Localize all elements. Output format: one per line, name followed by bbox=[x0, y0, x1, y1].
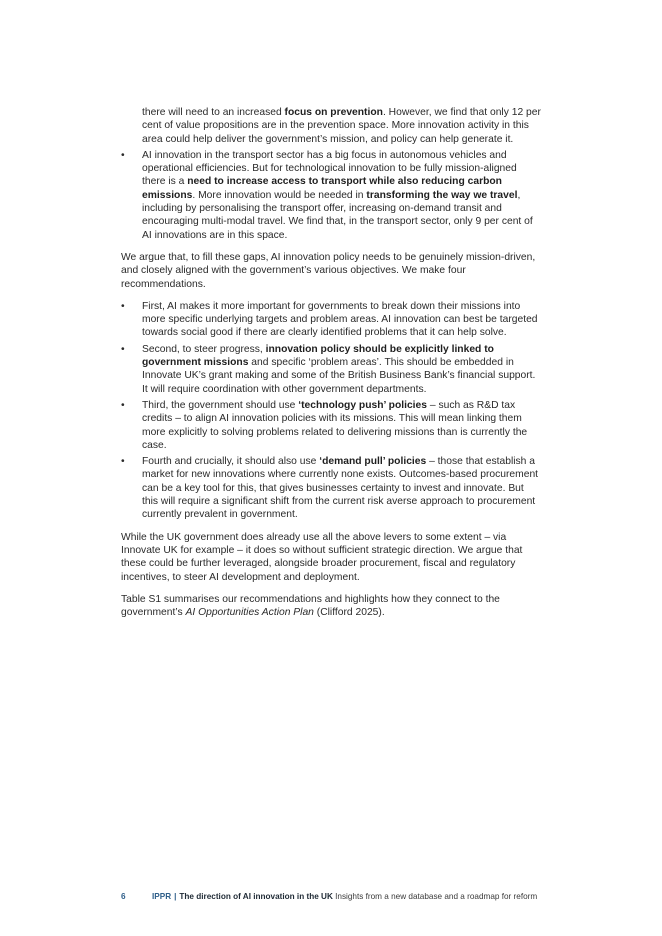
page-number: 6 bbox=[121, 892, 126, 901]
text-run: . However, we find that only 12 per cent of value propositions are in the prevention space. More innovation activity in this area could help deliver the government’s mission, and policy can help generate it. bbox=[142, 107, 541, 145]
text-run: – such as R&D tax credits – to align AI innovation policies with its missions. This will mean linking them more explicitly to solving problems related to delivering missions than is currently the case. bbox=[142, 399, 528, 451]
bold-phrase: transforming the way we travel bbox=[366, 189, 518, 201]
text-run: Second, to steer progress, bbox=[142, 343, 266, 355]
bold-phrase: innovation policy should be explicitly linked to government missions bbox=[142, 343, 494, 369]
footer-title: The direction of AI innovation in the UK bbox=[179, 892, 333, 901]
bullet-marker: • bbox=[121, 343, 125, 355]
bold-phrase: focus on prevention bbox=[284, 107, 383, 118]
bullet-marker: • bbox=[121, 456, 125, 468]
bullet-marker: • bbox=[121, 149, 125, 161]
text-run: there will need to an increased bbox=[142, 107, 285, 118]
list-item-third bbox=[121, 399, 541, 452]
text-run: (Clifford 2025). bbox=[313, 607, 385, 619]
bold-phrase: ‘demand pull’ policies bbox=[319, 456, 427, 468]
list-item-transport bbox=[121, 149, 541, 242]
recommendations-list bbox=[121, 300, 541, 522]
text-run: AI innovation in the transport sector has a big focus in autonomous vehicles and operational efficiencies. But for technological innovation to be fully mission-aligned there is a bbox=[142, 149, 517, 188]
paragraph-argue: We argue that, to fill these gaps, AI innovation policy needs to be genuinely mission-driven, and closely aligned with the government’s various objectives. We make four recommendations. bbox=[121, 251, 536, 290]
list-item-fourth bbox=[121, 455, 541, 521]
bullet-marker: • bbox=[121, 399, 125, 411]
text-run: , including by personalising the transport offer, increasing on-demand transit and encouraging multi-modal travel. We find that, in the transport sector, only 9 per cent of AI innovations are in this space. bbox=[142, 189, 533, 241]
body-content bbox=[121, 106, 541, 628]
bold-phrase: ‘technology push’ policies bbox=[298, 399, 427, 411]
text-run: Table S1 summarises our recommendations and highlights how they connect to the government’s bbox=[121, 593, 500, 619]
paragraph-levers: While the UK government does already use all the above levers to some extent – via Innovate UK for example – it does so without sufficient strategic direction. We argue that these could be further leveraged, alongside broader procurement, fiscal and regulatory incentives, to steer AI development and deployment. bbox=[121, 531, 523, 583]
text-run: – those that establish a market for new innovations where currently none exists. Outcomes-based procurement can be a key tool for this, that gives businesses certainty to invest and innovate. But this will require a significant shift from the current risk averse approach to procurement currently prevalent in government. bbox=[142, 456, 539, 521]
footer-separator: | bbox=[174, 892, 177, 901]
text-run: . More innovation would be needed in bbox=[192, 189, 367, 201]
text-run: Third, the government should use bbox=[142, 399, 299, 411]
text-run: and specific ‘problem areas’. This should be embedded in Innovate UK’s grant making and some of the British Business Bank’s financial support. It will require coordination with other government departments. bbox=[142, 357, 536, 395]
bold-phrase: need to increase access to transport while also reducing carbon emissions bbox=[142, 176, 502, 201]
page-footer bbox=[121, 892, 551, 902]
paragraph-table-summary bbox=[121, 593, 541, 620]
list-item-second bbox=[121, 343, 541, 396]
italic-title: AI Opportunities Action Plan bbox=[185, 607, 314, 619]
list-item-first bbox=[121, 300, 541, 340]
footer-subtitle: Insights from a new database and a roadmap for reform bbox=[332, 892, 538, 901]
text-run: Fourth and crucially, it should also use bbox=[142, 456, 320, 468]
bullet-marker: • bbox=[121, 300, 125, 312]
text-run: First, AI makes it more important for governments to break down their missions into more specific underlying targets and problem areas. AI innovation can best be targeted towards social good if there are clearly identified problems that it can help solve. bbox=[142, 300, 538, 339]
findings-list bbox=[121, 149, 541, 242]
bullet-continuation-health bbox=[121, 106, 541, 146]
footer-org: IPPR bbox=[152, 892, 172, 901]
